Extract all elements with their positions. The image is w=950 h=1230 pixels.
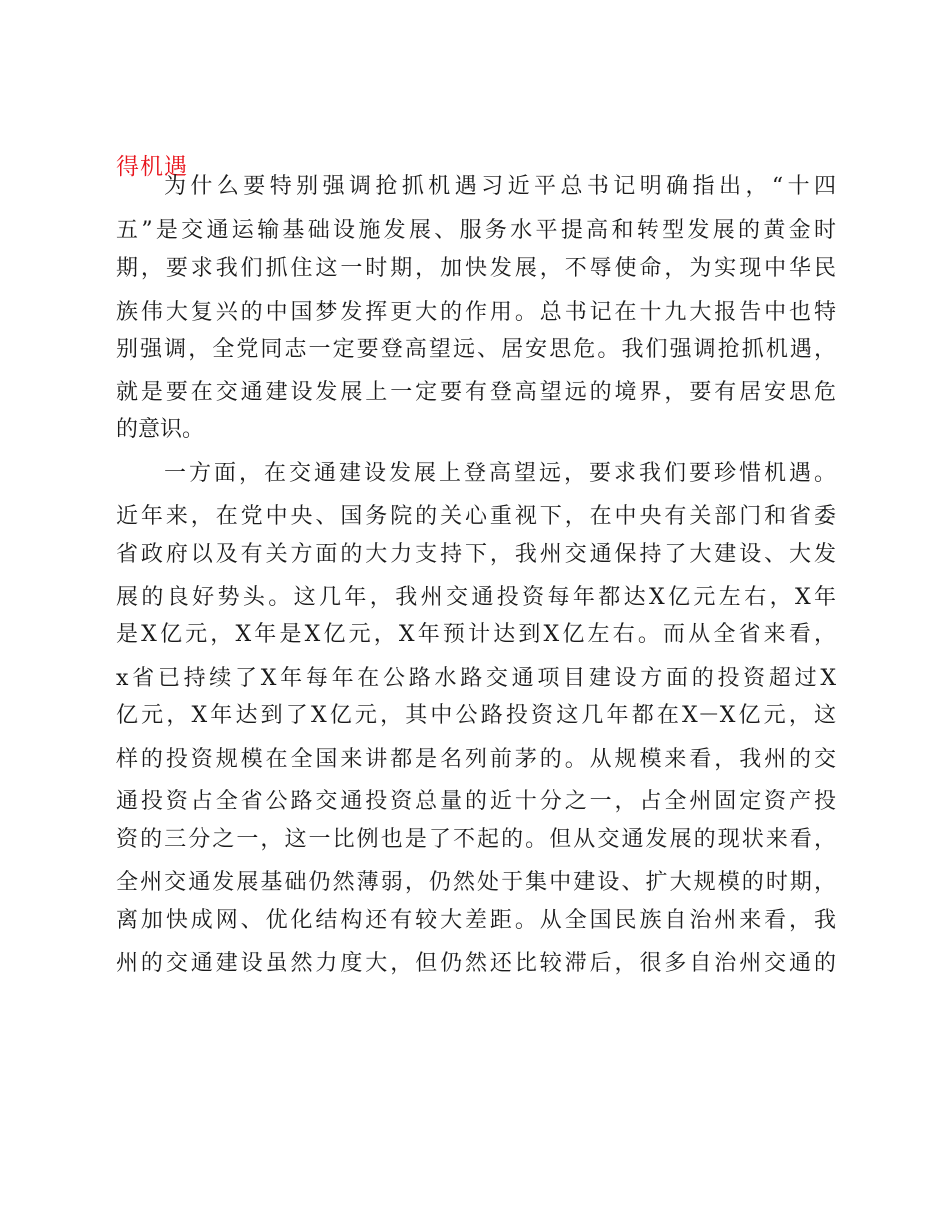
paragraph-1-line-3: 期，要求我们抓住这一时期，加快发展，不辱使命，为实现中华民 xyxy=(116,256,836,281)
paragraph-2-line-7: 亿元，X年达到了X亿元，其中公路投资这几年都在X－X亿元，这 xyxy=(116,703,836,728)
paragraph-1-line-4: 族伟大复兴的中国梦发挥更大的作用。总书记在十九大报告中也特 xyxy=(116,300,836,325)
paragraph-2-line-6: x省已持续了X年每年在公路水路交通项目建设方面的投资超过X xyxy=(116,666,836,691)
paragraph-2-line-9: 通投资占全省公路交通投资总量的近十分之一，占全州固定资产投 xyxy=(116,789,836,814)
paragraph-1-line-7: 的意识。 xyxy=(116,417,205,442)
paragraph-1-line-6: 就是要在交通建设发展上一定要有登高望远的境界，要有居安思危 xyxy=(116,380,836,405)
paragraph-2-line-12: 离加快成网、优化结构还有较大差距。从全国民族自治州来看，我 xyxy=(116,908,836,933)
section-heading: 得机遇 xyxy=(116,154,188,180)
paragraph-1-line-1: 为什么要特别强调抢抓机遇习近平总书记明确指出，“十四 xyxy=(164,174,836,199)
paragraph-2-line-13: 州的交通建设虽然力度大，但仍然还比较滞后，很多自治州交通的 xyxy=(116,951,836,976)
paragraph-2-line-3: 省政府以及有关方面的大力支持下，我州交通保持了大建设、大发 xyxy=(116,542,836,567)
paragraph-2-line-1: 一方面，在交通建设发展上登高望远，要求我们要珍惜机遇。 xyxy=(164,461,836,486)
paragraph-2-line-5: 是X亿元，X年是X亿元，X年预计达到X亿左右。而从全省来看， xyxy=(116,622,836,647)
paragraph-2-line-11: 全州交通发展基础仍然薄弱，仍然处于集中建设、扩大规模的时期， xyxy=(116,870,836,895)
paragraph-2-line-8: 样的投资规模在全国来讲都是名列前茅的。从规模来看，我州的交 xyxy=(116,747,836,772)
paragraph-2-line-10: 资的三分之一，这一比例也是了不起的。但从交通发展的现状来看， xyxy=(116,827,836,852)
paragraph-2-line-2: 近年来，在党中央、国务院的关心重视下，在中央有关部门和省委 xyxy=(116,504,836,529)
paragraph-1-line-2: 五”是交通运输基础设施发展、服务水平提高和转型发展的黄金时 xyxy=(116,218,836,243)
paragraph-1-line-5: 别强调，全党同志一定要登高望远、居安思危。我们强调抢抓机遇， xyxy=(116,337,836,362)
paragraph-2-line-4: 展的良好势头。这几年，我州交通投资每年都达X亿元左右，X年 xyxy=(116,585,836,610)
